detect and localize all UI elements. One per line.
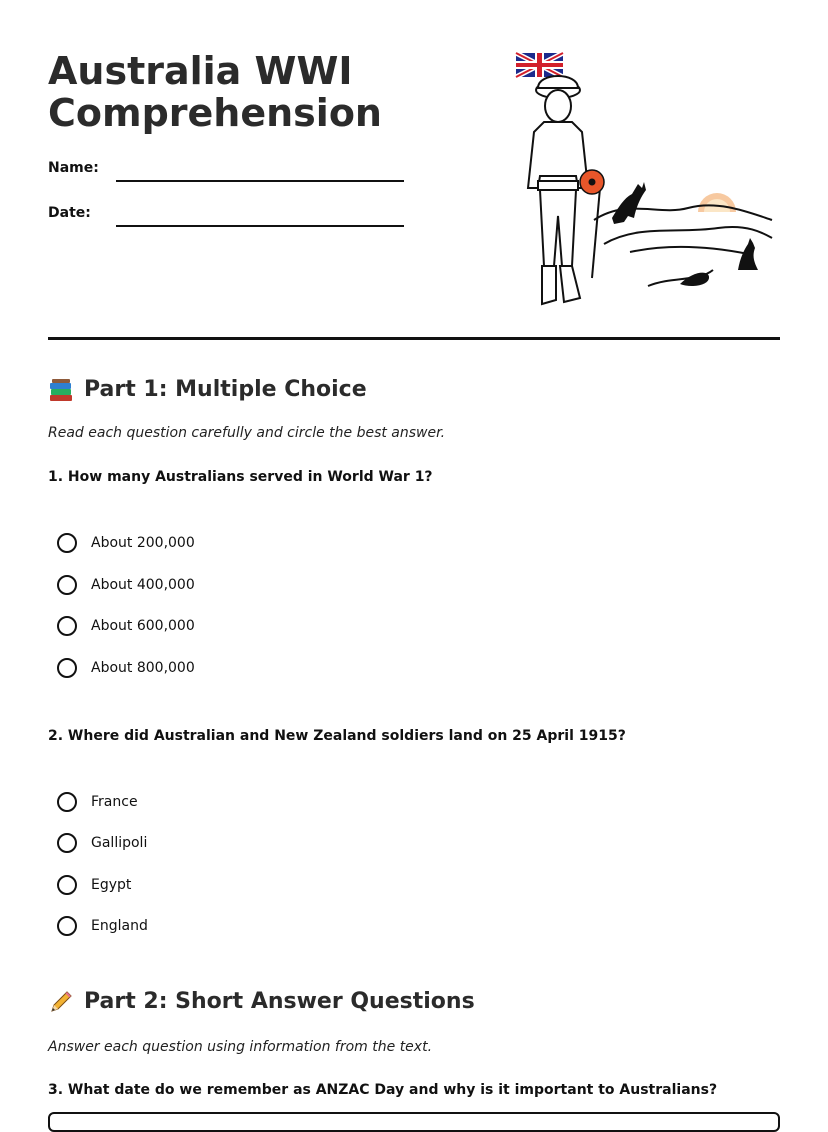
option-label: England (91, 918, 148, 934)
part1-title (48, 376, 367, 404)
option-label: About 600,000 (91, 618, 195, 634)
part1-title-text: Part 1: Multiple Choice (84, 377, 367, 402)
q1-option-4[interactable] (57, 658, 195, 678)
sun-icon (698, 193, 736, 212)
worksheet-title (48, 50, 382, 134)
radio-button[interactable] (57, 658, 77, 678)
part2-title (48, 988, 475, 1016)
union-jack-flag-icon (516, 53, 563, 77)
radio-button[interactable] (57, 616, 77, 636)
date-field[interactable] (116, 225, 404, 227)
q2-option-2[interactable] (57, 833, 147, 853)
q1-option-1[interactable] (57, 533, 195, 553)
name-field[interactable] (116, 180, 404, 182)
pencil-icon (48, 989, 74, 1015)
kangaroo-icon (612, 182, 758, 270)
q2-option-4[interactable] (57, 916, 148, 936)
question-3-answer-box[interactable] (48, 1112, 780, 1132)
title-line-2: Comprehension (48, 91, 382, 135)
soldier-icon (528, 76, 588, 304)
option-label: France (91, 794, 138, 810)
part2-instructions: Answer each question using information from the text. (48, 1039, 433, 1055)
q2-option-1[interactable] (57, 792, 138, 812)
radio-button[interactable] (57, 833, 77, 853)
soldier-illustration (508, 48, 780, 314)
option-label: Gallipoli (91, 835, 148, 851)
part1-instructions: Read each question carefully and circle the best answer. (48, 425, 446, 441)
poppy-icon (580, 170, 604, 278)
question-1: 1. How many Australians served in World War 1? (48, 469, 433, 485)
q2-option-3[interactable] (57, 875, 131, 895)
books-icon (48, 377, 74, 403)
radio-button[interactable] (57, 792, 77, 812)
option-label: About 800,000 (91, 660, 195, 676)
header-divider (48, 337, 780, 340)
radio-button[interactable] (57, 533, 77, 553)
option-label: Egypt (91, 877, 132, 893)
radio-button[interactable] (57, 916, 77, 936)
radio-button[interactable] (57, 575, 77, 595)
date-label: Date: (48, 205, 91, 221)
name-label: Name: (48, 160, 99, 176)
q1-option-2[interactable] (57, 575, 195, 595)
question-2: 2. Where did Australian and New Zealand soldiers land on 25 April 1915? (48, 728, 626, 744)
q1-option-3[interactable] (57, 616, 195, 636)
title-line-1: Australia WWI (48, 49, 353, 93)
radio-button[interactable] (57, 875, 77, 895)
question-3: 3. What date do we remember as ANZAC Day and why is it important to Australians? (48, 1082, 718, 1098)
option-label: About 200,000 (91, 535, 195, 551)
part2-title-text: Part 2: Short Answer Questions (84, 989, 475, 1014)
option-label: About 400,000 (91, 577, 195, 593)
